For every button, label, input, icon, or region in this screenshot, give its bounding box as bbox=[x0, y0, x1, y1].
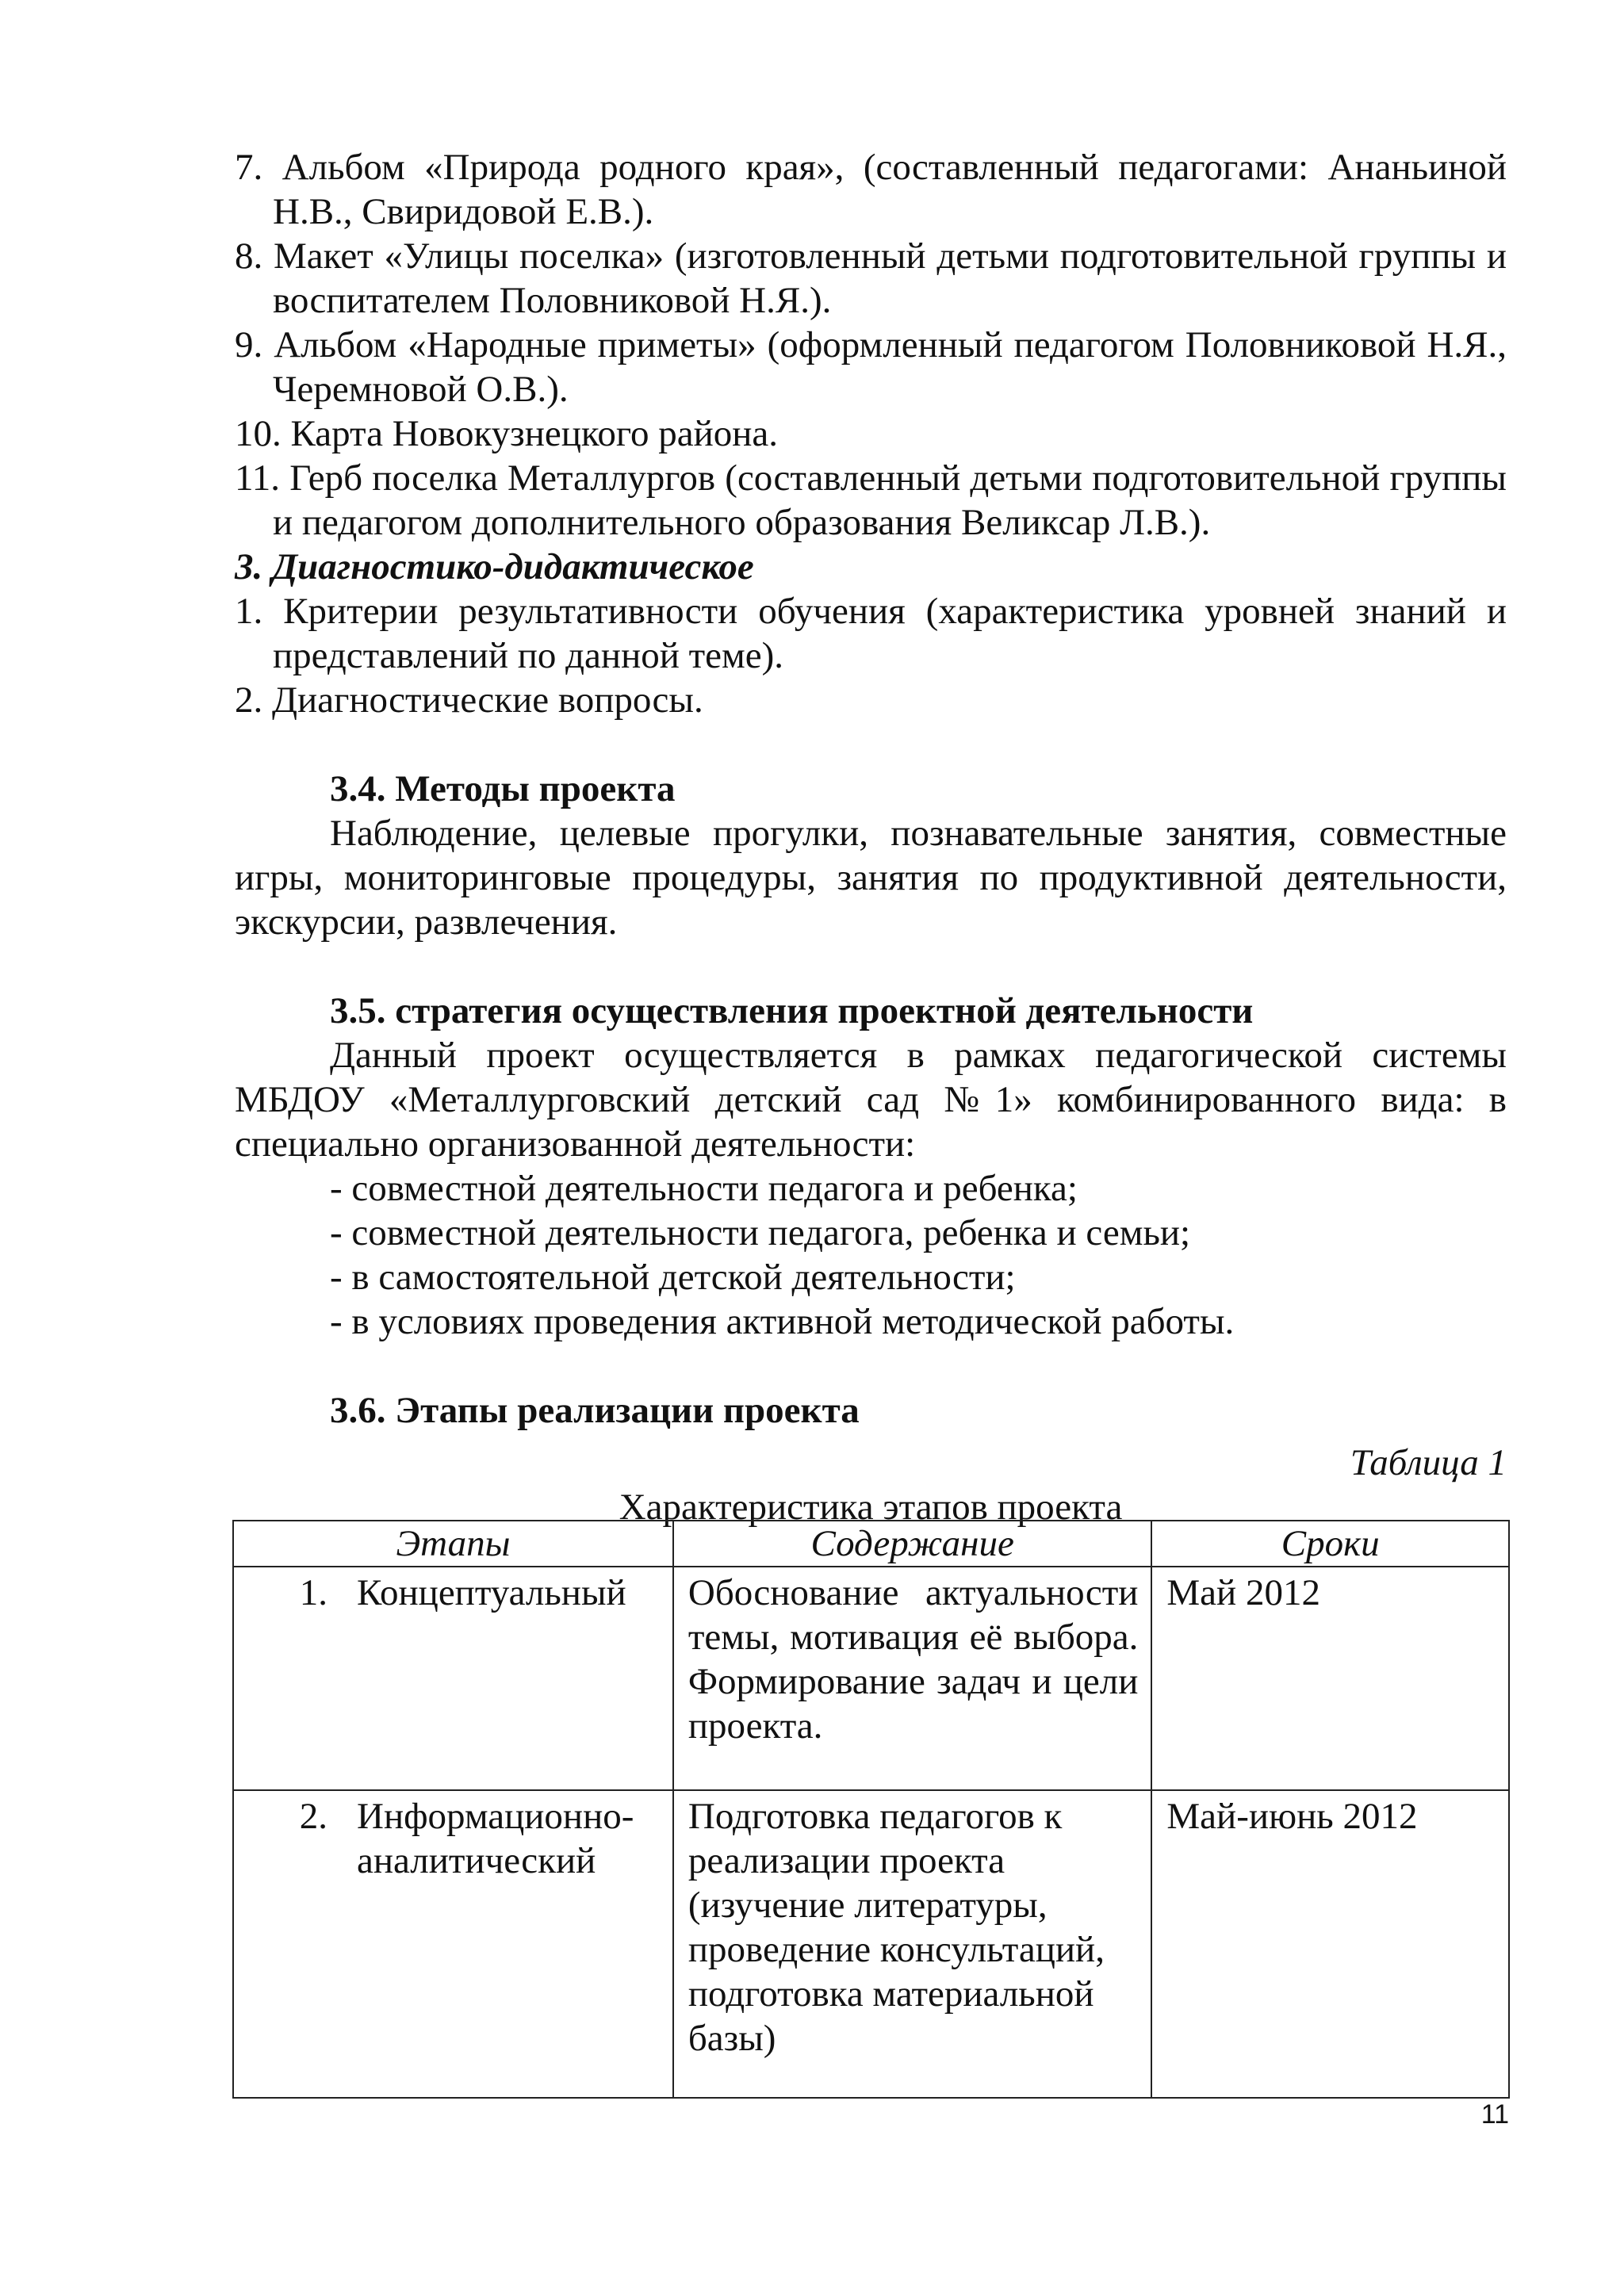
stages-table bbox=[232, 1520, 1510, 2099]
stage-name: Информационно-аналитический bbox=[357, 1796, 634, 1881]
list-item bbox=[235, 411, 1507, 456]
bullet-item: - совместной деятельности педагога, ребенка и семьи; bbox=[330, 1212, 1191, 1253]
list-item bbox=[235, 323, 1507, 411]
subsection-title: 3. Диагностико-дидактическое bbox=[235, 546, 754, 587]
list-item-number: 1. bbox=[235, 591, 263, 632]
list-item-text: Макет «Улицы поселка» (изготовленный детьми подготовительной группы и воспитателем Половниковой Н.Я.). bbox=[273, 235, 1507, 321]
section-heading: 3.6. Этапы реализации проекта bbox=[330, 1390, 860, 1431]
section-paragraph: Данный проект осуществляется в рамках педагогической системы МБДОУ «Металлурговский детский сад №1» комбинированного вида: в специально организованной деятельности: bbox=[235, 1035, 1507, 1165]
bullet-item: - в самостоятельной детской деятельности; bbox=[330, 1257, 1016, 1298]
list-item bbox=[235, 456, 1507, 545]
resource-list bbox=[235, 145, 1507, 545]
table-cell-content: Обоснование актуальности темы, мотивация её выбора. Формирование задач и цели проекта. bbox=[673, 1567, 1152, 1790]
list-item-text: Альбом «Природа родного края», (составленный педагогами: Ананьиной Н.В., Свиридовой Е.В.). bbox=[273, 147, 1507, 232]
list-item-number: 9. bbox=[235, 324, 263, 365]
stage-number: 1. bbox=[299, 1572, 327, 1613]
table-row bbox=[233, 1790, 1509, 2098]
table-cell-stage bbox=[233, 1790, 673, 2098]
list-item-number: 8. bbox=[235, 235, 263, 277]
table-header-cell: Сроки bbox=[1151, 1521, 1509, 1567]
list-item-number: 10. bbox=[235, 413, 282, 454]
section-paragraph: Наблюдение, целевые прогулки, познавательные занятия, совместные игры, мониторинговые процедуры, занятия по продуктивной деятельности, экскурсии, развлечения. bbox=[235, 813, 1507, 943]
stage-name: Концептуальный bbox=[357, 1572, 626, 1613]
page-number: 11 bbox=[1480, 2099, 1509, 2130]
table-cell-dates: Май-июнь 2012 bbox=[1151, 1790, 1509, 2098]
bullet-item: - совместной деятельности педагога и ребенка; bbox=[330, 1168, 1078, 1209]
list-item-text: Диагностические вопросы. bbox=[272, 679, 703, 721]
bullet-item: - в условиях проведения активной методической работы. bbox=[330, 1301, 1235, 1342]
table-row bbox=[233, 1567, 1509, 1790]
list-item bbox=[235, 589, 1507, 678]
diagnostic-list bbox=[235, 589, 1507, 722]
table-header-row bbox=[233, 1521, 1509, 1567]
list-item bbox=[235, 234, 1507, 323]
list-item bbox=[235, 678, 1507, 722]
table-cell-dates: Май 2012 bbox=[1151, 1567, 1509, 1790]
stage-number: 2. bbox=[299, 1796, 327, 1837]
table-number: Таблица 1 bbox=[1350, 1442, 1507, 1483]
list-item-text: Карта Новокузнецкого района. bbox=[290, 413, 778, 454]
table-header-cell: Содержание bbox=[673, 1521, 1152, 1567]
list-item-text: Альбом «Народные приметы» (оформленный педагогом Половниковой Н.Я., Черемновой О.В.). bbox=[273, 324, 1507, 410]
list-item-number: 2. bbox=[235, 679, 263, 721]
section-heading: 3.4. Методы проекта bbox=[330, 768, 676, 809]
table-header-cell: Этапы bbox=[233, 1521, 673, 1567]
table-caption: Характеристика этапов проекта bbox=[619, 1487, 1123, 1528]
list-item-number: 11. bbox=[235, 457, 281, 499]
page-body bbox=[235, 145, 1507, 1529]
table-cell-content: Подготовка педагогов к реализации проекта (изучение литературы, проведение консультаций, подготовка материальной базы) bbox=[673, 1790, 1152, 2098]
list-item-number: 7. bbox=[235, 147, 263, 188]
list-item bbox=[235, 145, 1507, 234]
list-item-text: Герб поселка Металлургов (составленный детьми подготовительной группы и педагогом дополнительного образования Великсар Л.В.). bbox=[273, 457, 1507, 543]
list-item-text: Критерии результативности обучения (характеристика уровней знаний и представлений по данной теме). bbox=[273, 591, 1507, 676]
table-cell-stage bbox=[233, 1567, 673, 1790]
section-heading: 3.5. стратегия осуществления проектной деятельности bbox=[330, 990, 1254, 1031]
